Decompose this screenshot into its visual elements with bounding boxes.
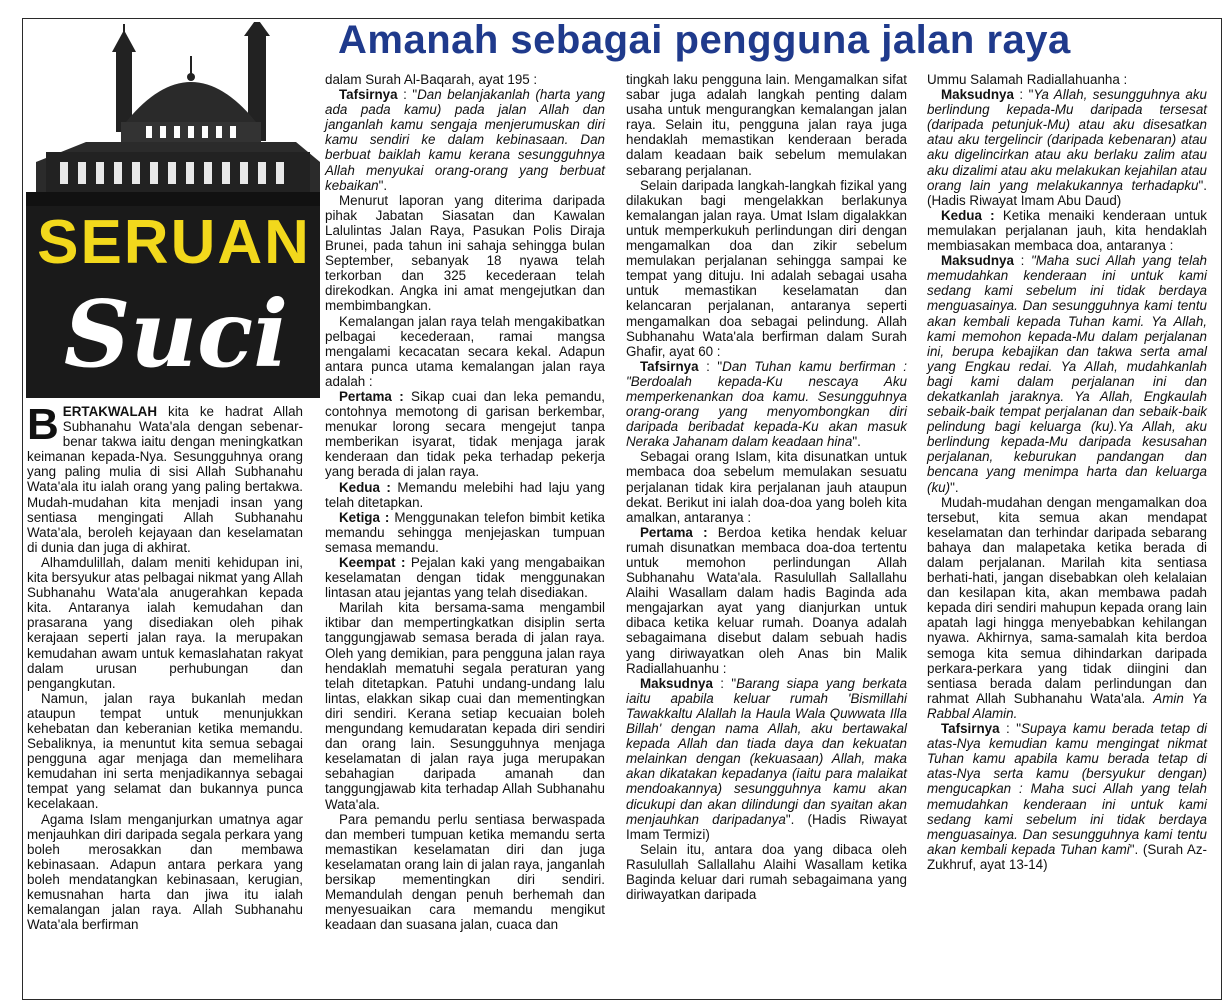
seruan-suci-banner xyxy=(26,22,320,398)
col2-point-2: Kedua : Memandu melebihi had laju yang telah ditetapkan. xyxy=(325,479,605,510)
col3-paragraph-1: tingkah laku pengguna lain. Mengamalkan sifat sabar juga adalah langkah penting dalam usaha untuk mengurangkan kemalangan jalan raya. Selain itu, pengguna jalan raya juga hendaklah memastikan kenderaan berada dalam keadaan baik sebelum memulakan sebarang perjalanan. xyxy=(626,72,907,178)
col2-paragraph-2: Menurut laporan yang diterima daripada pihak Jabatan Siasatan dan Kawalan Lalulintas Jalan Raya, Pasukan Polis Diraja Brunei, pada tahun ini sahaja sehingga bulan September, sebanyak 18 nyawa telah terkorban dan 325 kecederaan telah direkodkan. Angka ini amat mengejutkan dan membimbangkan. xyxy=(325,192,605,314)
col1-paragraph-1: BERTAKWALAH kita ke hadrat Allah Subhanahu Wata'ala dengan sebenar-benar takwa iaitu dengan meningkatkan keimanan kepada-Nya. Sesungguhnya orang yang paling mulia di sisi Allah Subhanahu Wata'ala itu ialah orang yang paling bertakwa. Mudah-mudahan kita menjadi insan yang sentiasa mengingati Allah Subhanahu Wata'ala, beroleh kejayaan dan keselamatan di dunia dan juga di akhirat. xyxy=(27,400,303,555)
col2-tafsir: Tafsirnya : "Dan belanjakanlah (harta yang ada pada kamu) pada jalan Allah dan janganlah kamu sengaja menjerumuskan diri kamu sendiri ke dalam kebinasaan. Dan berbuat baiklah kamu kerana sesungguhnya Allah menyukai orang-orang yang berbuat kebaikan". xyxy=(325,87,605,193)
banner-word-suci: Suci xyxy=(63,280,289,388)
col2-paragraph-4: Marilah kita bersama-sama mengambil iktibar dan mempertingkatkan disiplin serta tanggungjawab semasa berada di jalan raya. Oleh yang demikian, para pengguna jalan raya hendaklah mematuhi segala peraturan yang telah ditetapkan. Patuhi undang-undang lalu lintas, elakkan sikap cuai dan mementingkan diri sendiri. Kerana setiap kecuaian boleh mengundang kemudaratan kepada diri sendiri dan orang lain. Sesungguhnya menjaga keselamatan di jalan raya juga merupakan sebahagian daripada amanah dan tanggungjawab kita terhadap Allah Subhanahu Wata'ala. xyxy=(325,600,605,812)
article-headline: Amanah sebagai pengguna jalan raya xyxy=(338,18,1071,62)
col2-point-4: Keempat : Pejalan kaki yang mengabaikan keselamatan dengan tidak menggunakan lintasan atau jejantas yang telah disediakan. xyxy=(325,555,605,601)
col2-paragraph-1: dalam Surah Al-Baqarah, ayat 195 : xyxy=(325,72,538,87)
banner-word-seruan: SERUAN xyxy=(37,208,311,277)
col2-point-3: Ketiga : Menggunakan telefon bimbit ketika memandu sehingga menjejaskan tumpuan semasa memandu. xyxy=(325,509,605,555)
col3-point-1: Pertama : Berdoa ketika hendak keluar rumah disunatkan membaca doa-doa tertentu untuk memohon perlindungan Allah Subhanahu Wata'ala. Rasulullah Sallallahu Alaihi Wasallam dalam hadis Baginda ada mengajarkan ayat yang dianjurkan untuk dibaca ketika keluar rumah. Doanya adalah sebagaimana disebut dalam sebuah hadis yang diriwayatkan oleh Anas bin Malik Radiallahuanhu : xyxy=(626,524,908,676)
col3-tafsir: Tafsirnya : "Dan Tuhan kamu berfirman : "Berdoalah kepada-Ku nescaya Aku memperkenankan doa kamu. Sesungguhnya orang-orang yang menyombongkan diri daripada beribadat kepada-Ku akan masuk Neraka Jahanam dalam keadaan hina". xyxy=(626,358,907,450)
col2-paragraph-5: Para pemandu perlu sentiasa berwaspada dan memberi tumpuan ketika memandu serta memastikan keselamatan diri dan juga keselamatan orang lain di jalan raya, janganlah bersikap mementingkan diri sendiri. Memandulah dengan penuh berhemah dan menyesuaikan cara memandu mengikut keadaan dan suasana jalan, cuaca dan xyxy=(325,811,605,933)
col3-maksud: Maksudnya : "Barang siapa yang berkata iaitu apabila keluar rumah 'Bismillahi Tawakkaltu Alallah la Haula Wala Quwwata Illa Billah' dengan nama Allah, aku bertawakal kepada Allah dan tiada daya dan kekuatan melainkan dengan (kekuasaan) Allah, maka akan dikatakan kepadanya (iaitu para malaikat mendoakannya) sesungguhnya kamu akan dicukupi dan akan dilindungi dan syaitan akan menjauhkan daripadanya". (Hadis Riwayat Imam Termizi) xyxy=(626,675,907,842)
col4-tafsir: Tafsirnya : "Supaya kamu berada tetap di atas-Nya kemudian kamu mengingat nikmat Tuhan kamu apabila kamu berada tetap di atas-Nya serta kamu (bersyukur dengan) mengucapkan : Maha suci Allah yang telah memudahkan kenderaan ini untuk kami sedang kami sebelum ini tidak berdaya menguasainya. Dan sesungguhnya kami tentu akan kembali kepada Tuhan kami". (Surah Az-Zukhruf, ayat 13-14) xyxy=(927,721,1207,872)
col2-paragraph-3: Kemalangan jalan raya telah mengakibatkan pelbagai kecederaan, ramai mangsa mengalami kecacatan secara kekal. Adapun antara punca utama kemalangan jalan raya adalah : xyxy=(325,313,605,389)
drop-cap: B xyxy=(27,400,59,449)
col3-paragraph-4: Selain itu, antara doa yang dibaca oleh Rasulullah Sallallahu Alaihi Wasallam ketika Baginda keluar dari rumah sebagaimana yang diriwayatkan daripada xyxy=(626,841,907,903)
column-1 xyxy=(27,400,303,933)
column-2 xyxy=(325,72,605,932)
col3-paragraph-3: Sebagai orang Islam, kita disunatkan untuk membaca doa sebelum memulakan sesuatu perjalanan tidak kira perjalanan jauh ataupun dekat. Berikut ini ialah doa-doa yang boleh kita amalkan, antaranya : xyxy=(626,449,907,525)
col4-maksud-2: Maksudnya : "Maha suci Allah yang telah memudahkan kenderaan ini untuk kami sedang kami sebelum ini tidak berdaya menguasainya. Dan sesungguhnya kami tentu akan kembali kepada Tuhan kami. Ya Allah, kami memohon kepada-Mu dalam perjalanan ini, berupa kebajikan dan takwa serta amal yang Engkau redai. Ya Allah, mudahkanlah bagi kami dalam perjalanan ini dan dekatkanlah jaraknya. Ya Allah, Engkaulah sebaik-baik tempat perjalanan dan sebaik-baik pelindung bagi keluarga (ku).Ya Allah, aku berlindung kepada-Mu daripada kesusahan perjalanan, keburukan pandangan dan bencana yang menimpa harta dan keluarga (ku)". xyxy=(927,253,1207,495)
col1-paragraph-3: Namun, jalan raya bukanlah medan ataupun tempat untuk menunjukkan kehebatan dan keberanian ketika memandu. Sebaliknya, ia menuntut kita semua sebagai pengguna agar menjaga dan memelihara kemudahan ini serta menjadikannya sebagai tempat yang selamat dan bukannya punca kecelakaan. xyxy=(27,690,303,812)
col3-paragraph-2: Selain daripada langkah-langkah fizikal yang dilakukan bagi mengelakkan berlakunya kemalangan jalan raya. Umat Islam digalakkan untuk memperkukuh perlindungan diri dengan mengamalkan doa dan zikir sebelum memulakan perjalanan sehingga sampai ke tempat yang dituju. Ini adalah sebagai usaha untuk memastikan keselamatan dan kelancaran perjalanan, antaranya seperti mengamalkan doa sebagai pelindung. Allah Subhanahu Wata'ala berfirman dalam Surah Ghafir, ayat 60 : xyxy=(626,177,907,359)
col4-maksud-1: Maksudnya : "Ya Allah, sesungguhnya aku berlindung kepada-Mu daripada tersesat (daripada petunjuk-Mu) atau aku disesatkan atau aku tergelincir (daripada kebenaran) atau aku digelincirkan atau aku berlaku zalim atau aku dizalimi atau aku melakukan kejahilan atau orang lain yang melakukannya terhadapku". (Hadis Riwayat Imam Abu Daud) xyxy=(927,87,1208,208)
column-4 xyxy=(927,72,1207,872)
lead-word: ERTAKWALAH xyxy=(62,404,157,419)
col4-paragraph-1: Ummu Salamah Radiallahuanha : xyxy=(927,72,1128,87)
column-3 xyxy=(626,72,907,902)
col1-paragraph-4: Agama Islam menganjurkan umatnya agar menjauhkan diri daripada segala perkara yang boleh merosakkan dan membawa kebinasaan. Adapun antara perkara yang boleh mendatangkan kebinasaan, kerugian, kemusnahan harta dan jiwa itu ialah kemalangan jalan raya. Allah Subhanahu Wata'ala berfirman xyxy=(27,811,303,933)
col1-paragraph-2: Alhamdulillah, dalam meniti kehidupan ini, kita bersyukur atas pelbagai nikmat yang Allah Subhanahu Wata'ala anugerahkan kepada kita. Antaranya ialah kemudahan dan prasarana yang disediakan oleh pihak kerajaan seperti jalan raya. Ia merupakan kemudahan awam untuk kemaslahatan rakyat dalam urusan perhubungan dan pengangkutan. xyxy=(27,554,303,691)
col4-paragraph-2: Mudah-mudahan dengan mengamalkan doa tersebut, kita semua akan mendapat keselamatan dan terhindar daripada sebarang bahaya dan malapetaka ketika berada di dalam perjalanan. Marilah kita sentiasa berhati-hati, jangan disebabkan oleh kelalaian dan kesilapan kita, akan membawa padah kepada diri sendiri mahupun kepada orang lain apatah lagi hingga menyebabkan kehilangan nyawa. Akhirnya, sama-samalah kita berdoa semoga kita semua dihindarkan daripada perkara-perkara yang tidak diingini dan sentiasa berada dalam perlindungan dan rahmat Allah Subhanahu Wata'ala. Amin Ya Rabbal Alamin. xyxy=(927,494,1207,721)
col4-point-2: Kedua : Ketika menaiki kenderaan untuk memulakan perjalanan jauh, kita hendaklah membiasakan membaca doa, antaranya : xyxy=(927,207,1207,254)
col2-point-1: Pertama : Sikap cuai dan leka pemandu, contohnya memotong di garisan berkembar, menukar lorong secara mengejut tanpa memberikan isyarat, tidak menjaga jarak kenderaan dan tidak peka terhadap pekerja yang berada di jalan raya. xyxy=(325,388,605,480)
